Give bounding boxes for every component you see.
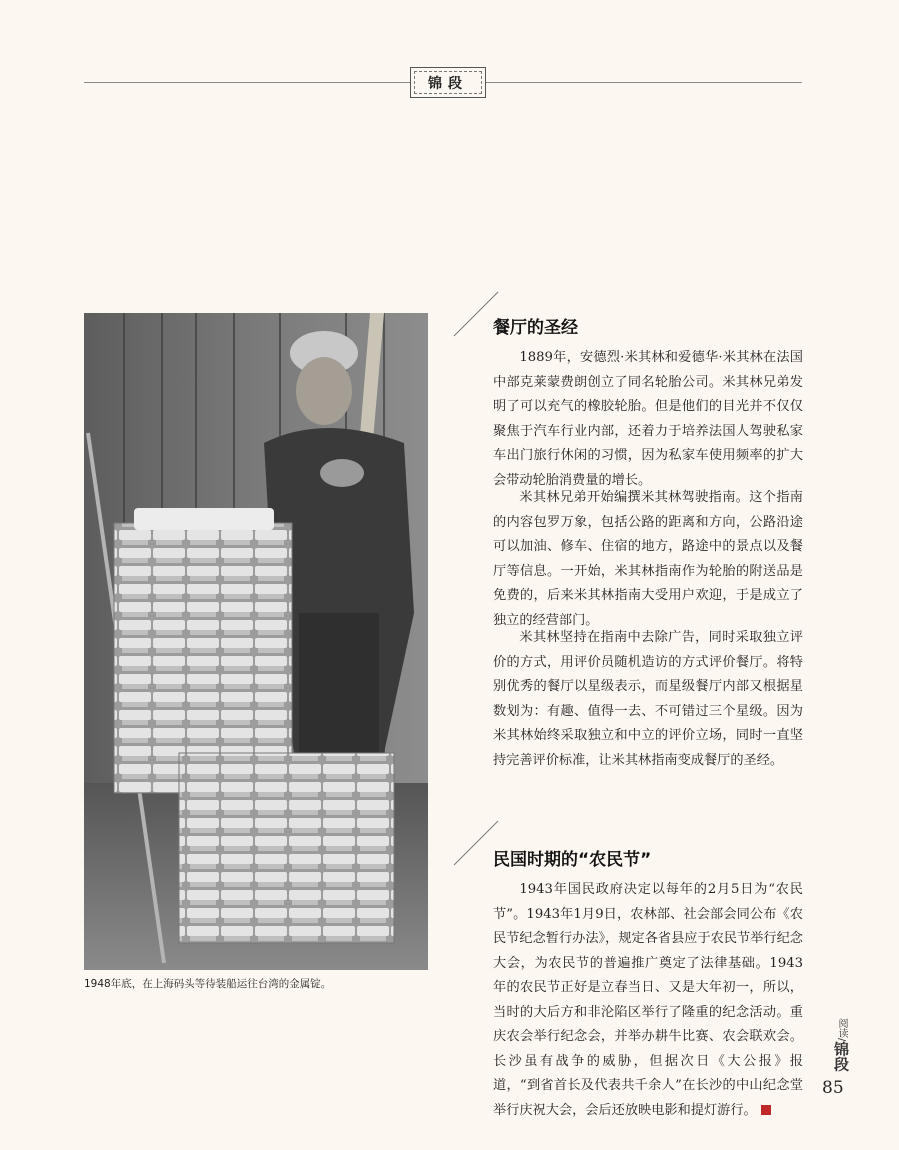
side-section-label xyxy=(831,1018,851,1071)
section-tag-label: 锦段 xyxy=(428,75,468,92)
historical-photo xyxy=(84,313,428,970)
article-paragraph-text: 1943年国民政府决定以每年的2月5日为“农民节”。1943年1月9日，农林部、社会部会同公布《农民节纪念暂行办法》，规定各省县应于农民节举行纪念大会，为农民节的普遍推广奠定了法律基础。1943年的农民节正好是立春当日、又是大年初一，所以，当时的大后方和非沦陷区举行了隆重的纪念活动。重庆农会举行纪念会，并举办耕牛比赛、农会联欢会。长沙虽有战争的威胁，但据次日《大公报》报道，“到省首长及代表共千余人”在长沙的中山纪念堂举行庆祝大会，会后还放映电影和提灯游行。 xyxy=(493,882,803,1118)
section-tag xyxy=(410,67,486,98)
magazine-label: 阅读/ xyxy=(836,1018,847,1042)
article-title: 餐厅的圣经 xyxy=(493,318,578,338)
article-paragraph: 米其林兄弟开始编撰米其林驾驶指南。这个指南的内容包罗万象，包括公路的距离和方向，公路沿途可以加油、修车、住宿的地方，路途中的景点以及餐厅等信息。一开始，米其林指南作为轮胎的附送品是免费的，后来米其林指南大受用户欢迎，于是成立了独立的经营部门。 xyxy=(493,490,803,628)
photo-caption: 1948年底，在上海码头等待装船运往台湾的金属锭。 xyxy=(84,978,332,990)
article-paragraph: 1889年，安德烈·米其林和爱德华·米其林在法国中部克莱蒙费朗创立了同名轮胎公司。米其林兄弟发明了可以充气的橡胶轮胎。但是他们的目光并不仅仅聚焦于汽车行业内部，还着力于培养法国人驾驶私家车出门旅行休闲的习惯，因为私家车使用频率的扩大会带动轮胎消费量的增长。 xyxy=(493,350,803,488)
article-paragraph: 米其林坚持在指南中去除广告，同时采取独立评价的方式，用评价员随机造访的方式评价餐厅。将特别优秀的餐厅以星级表示，而星级餐厅内部又根据星数划为：有趣、值得一去、不可错过三个星级。因为米其林始终采取独立和中立的评价立场，同时一直坚持完善评价标准，让米其林指南变成餐厅的圣经。 xyxy=(493,630,803,768)
header-rule-right xyxy=(486,82,802,83)
article-title: 民国时期的“农民节” xyxy=(493,850,652,870)
photo-illustration xyxy=(84,313,428,970)
section-label: 锦段 xyxy=(832,1041,850,1072)
end-of-article-mark xyxy=(761,1105,771,1115)
header-rule-left xyxy=(84,82,410,83)
article-paragraph xyxy=(493,878,803,1123)
page-number: 85 xyxy=(822,1078,844,1098)
